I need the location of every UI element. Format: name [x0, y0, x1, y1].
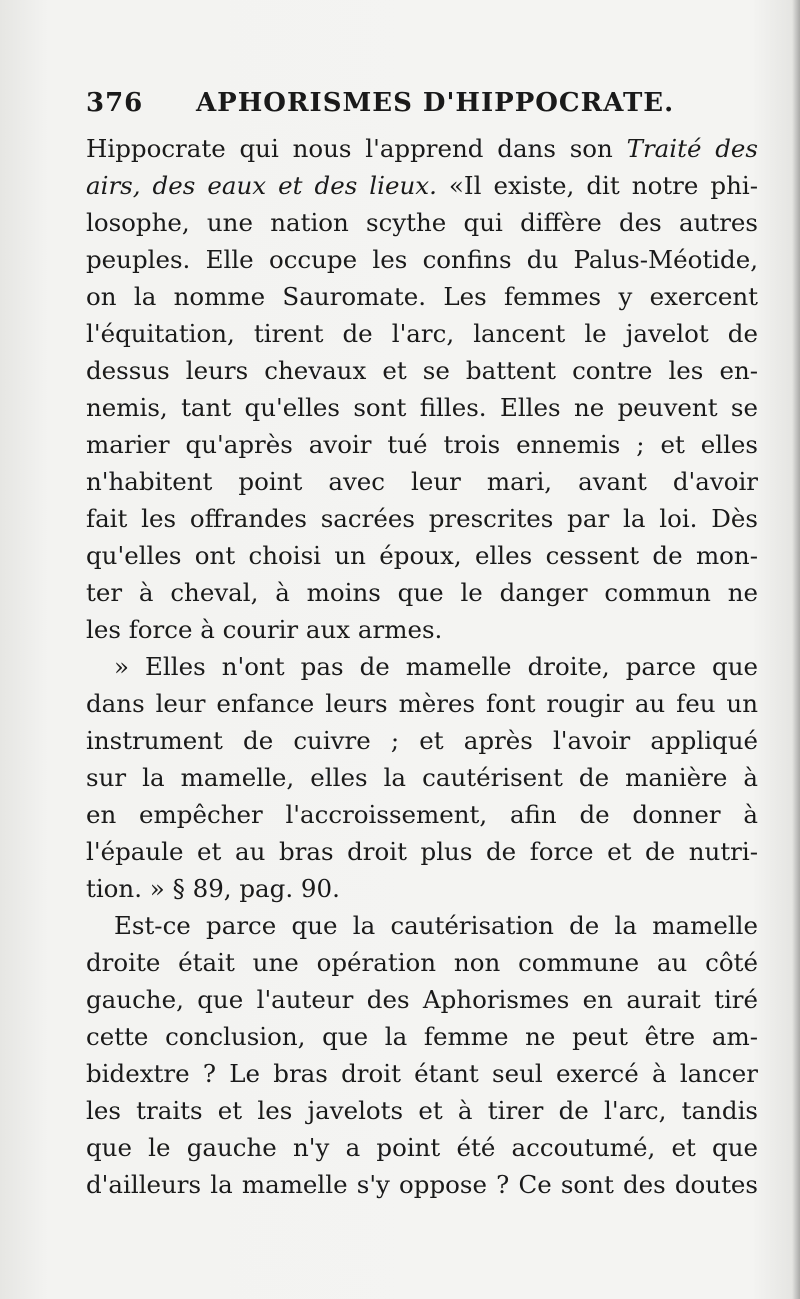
- text-segment: losophe, une nation scythe qui diffère des autres: [86, 208, 758, 237]
- italic-text-segment: airs, des eaux et des lieux.: [86, 171, 437, 200]
- text-segment: cette conclusion, que la femme ne peut être am-: [86, 1022, 758, 1051]
- text-line: [86, 167, 758, 204]
- text-segment: instrument de cuivre ; et après l'avoir appliqué: [86, 726, 758, 755]
- text-line: [86, 759, 758, 796]
- text-line: [86, 278, 758, 315]
- text-line: [86, 981, 758, 1018]
- text-segment: marier qu'après avoir tué trois ennemis ; et elles: [86, 430, 758, 459]
- text-line: [86, 315, 758, 352]
- text-segment: droite était une opération non commune au côté: [86, 948, 758, 977]
- text-line: [86, 500, 758, 537]
- text-line: [86, 722, 758, 759]
- text-segment: qu'elles ont choisi un époux, elles cessent de mon-: [86, 541, 758, 570]
- running-title: APHORISMES D'HIPPOCRATE.: [196, 88, 675, 118]
- text-segment: bidextre ? Le bras droit étant seul exercé à lancer: [86, 1059, 758, 1088]
- text-segment: ter à cheval, à moins que le danger commun ne: [86, 578, 758, 607]
- text-line: [86, 796, 758, 833]
- body-text: [86, 130, 758, 1203]
- text-line: [86, 426, 758, 463]
- text-segment: sur la mamelle, elles la cautérisent de manière à: [86, 763, 758, 792]
- text-line: [86, 907, 758, 944]
- text-line: [86, 574, 758, 611]
- text-segment: fait les offrandes sacrées prescrites par la loi. Dès: [86, 504, 758, 533]
- text-line: [86, 611, 758, 648]
- text-line: [86, 1018, 758, 1055]
- text-segment: les force à courir aux armes.: [86, 615, 443, 644]
- text-segment: dessus leurs chevaux et se battent contre les en-: [86, 356, 758, 385]
- text-line: [86, 1129, 758, 1166]
- text-segment: d'ailleurs la mamelle s'y oppose ? Ce sont des doutes: [86, 1170, 758, 1199]
- text-line: [86, 648, 758, 685]
- text-segment: Est-ce parce que la cautérisation de la mamelle: [114, 911, 758, 940]
- text-line: [86, 130, 758, 167]
- text-segment: n'habitent point avec leur mari, avant d'avoir: [86, 467, 758, 496]
- text-line: [86, 870, 758, 907]
- text-segment: les traits et les javelots et à tirer de l'arc, tandis: [86, 1096, 758, 1125]
- text-line: [86, 352, 758, 389]
- text-segment: dans leur enfance leurs mères font rougir au feu un: [86, 689, 758, 718]
- text-segment: » Elles n'ont pas de mamelle droite, parce que: [114, 652, 758, 681]
- text-line: [86, 944, 758, 981]
- text-line: [86, 1092, 758, 1129]
- page-edge-shadow: [792, 0, 800, 1299]
- text-line: [86, 1166, 758, 1203]
- text-segment: tion. » § 89, pag. 90.: [86, 874, 340, 903]
- page-header: [86, 84, 746, 128]
- text-line: [86, 833, 758, 870]
- text-line: [86, 537, 758, 574]
- text-segment: «Il existe, dit notre phi-: [436, 171, 758, 200]
- text-segment: en empêcher l'accroissement, afin de donner à: [86, 800, 758, 829]
- text-segment: Hippocrate qui nous l'apprend dans son: [86, 134, 627, 163]
- text-line: [86, 685, 758, 722]
- text-segment: que le gauche n'y a point été accoutumé, et que: [86, 1133, 758, 1162]
- text-line: [86, 241, 758, 278]
- text-segment: nemis, tant qu'elles sont filles. Elles ne peuvent se: [86, 393, 758, 422]
- text-line: [86, 1055, 758, 1092]
- text-line: [86, 204, 758, 241]
- text-segment: peuples. Elle occupe les confins du Palus-Méotide,: [86, 245, 758, 274]
- text-segment: l'épaule et au bras droit plus de force et de nutri-: [86, 837, 758, 866]
- page-number: 376: [86, 88, 144, 118]
- italic-text-segment: Traité des: [626, 134, 758, 163]
- text-segment: on la nomme Sauromate. Les femmes y exercent: [86, 282, 758, 311]
- text-line: [86, 463, 758, 500]
- text-segment: l'équitation, tirent de l'arc, lancent le javelot de: [86, 319, 758, 348]
- text-segment: gauche, que l'auteur des Aphorismes en aurait tiré: [86, 985, 758, 1014]
- text-line: [86, 389, 758, 426]
